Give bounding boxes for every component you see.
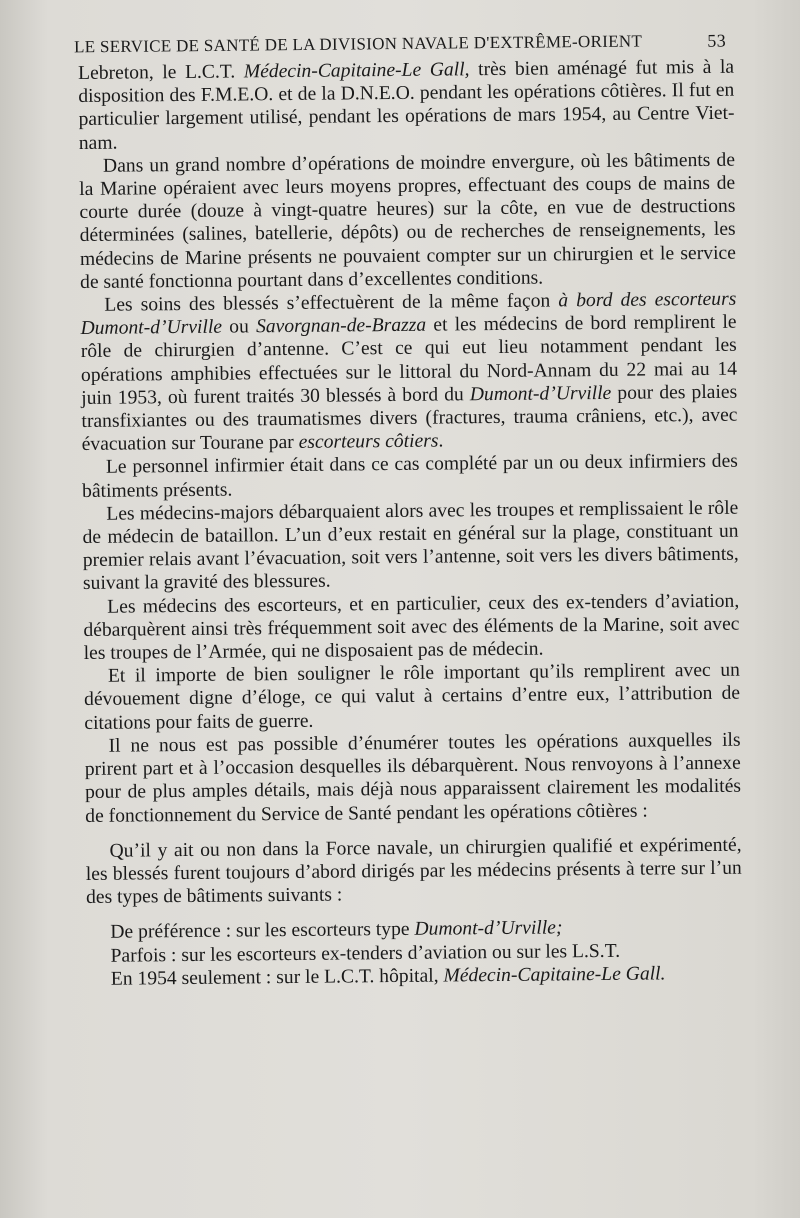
text-run: Lebreton, le L.C.T.: [78, 61, 244, 84]
italic-text: à bord des escorteurs Dumont-d’Urville: [80, 288, 737, 340]
text-run: En 1954 seulement : sur le L.C.T. hôpital,: [110, 965, 444, 990]
paragraph: [80, 288, 738, 457]
text-run: De préférence : sur les escorteurs type: [110, 919, 415, 944]
paragraph: [82, 450, 738, 503]
italic-text: Dumont-d’Urville;: [414, 917, 563, 941]
text-run: Dans un grand nombre d’opérations de moindre envergure, où les bâtiments de la Marine opéraient avec leurs moyens propres, effectuant des coups de mains de courte durée (douze à vingt-quatre heures) sur la côte, en vue de destructions déterminées (salines, batellerie, dépôts) ou de recherches de renseignements, les médecins de Marine présents ne pouvaient compter sur un chirurgien et le service de santé fonctionna pourtant dans d’excellentes conditions.: [79, 149, 736, 293]
text-run: Le personnel infirmier était dans ce cas complété par un ou deux infirmiers des bâtiments présents.: [82, 451, 738, 502]
paragraph: [83, 589, 740, 665]
text-run: .: [438, 430, 444, 452]
italic-text: escorteurs côtiers: [298, 430, 439, 454]
text-run: Qu’il y ait ou non dans la Force navale, un chirurgien qualifié et expérimenté, les blessés furent toujours d’abord dirigés par les médecins présents à terre sur l’un des types de bâtiments suivants :: [85, 834, 742, 909]
paragraph: [85, 833, 742, 909]
text-run: Les médecins-majors débarquaient alors avec les troupes et remplissaient le rôle de médecin de bataillon. L’un d’eux restait en général sur la plage, constituant un premier relais avant l’évacuation, soit vers l’antenne, soit vers les divers bâtiments, suivant la gravité des blessures.: [82, 497, 739, 595]
italic-text: Médecin-Capitaine-Le Gall,: [243, 59, 470, 83]
text-run: Les médecins des escorteurs, et en particulier, ceux des ex-tenders d’aviation, débarquèrent ainsi très fréquemment soit avec des éléments de la Marine, soit avec les troupes de l’Armée, qui ne disposaient pas de médecin.: [83, 590, 740, 665]
text-run: Les soins des blessés s’effectuèrent de la même façon: [104, 290, 559, 316]
paragraph: [79, 149, 736, 295]
running-header: [74, 31, 726, 59]
text-run: et les médecins de bord remplirent le rôle de chirurgien d’antenne. C’est ce qui eut lieu notamment pendant les opérations amphibies effectuées sur le littoral du Nord-Annam du 22 mai au 14 juin 1953, où furent traités 30 blessés à bord du: [80, 311, 738, 409]
text-run: très bien aménagé fut mis à la disposition des F.M.E.O. et de la D.N.E.O. pendant les opérations côtières. Il fut en particulier largement utilisé, pendant les opérations de mars 1954, au Centre Viet-nam.: [78, 56, 735, 154]
italic-text: Médecin-Capitaine-Le Gall.: [443, 963, 666, 987]
page-number: 53: [707, 30, 727, 51]
text-run: Il ne nous est pas possible d’énumérer toutes les opérations auxquelles ils prirent part et à l’occasion desquelles ils débarquèrent. Nous renvoyons à l’annexe pour de plus amples détails, mais déjà nous apparaissent clairement les modalités de fonctionnement du Service de Santé pendant les opérations côtières :: [84, 729, 742, 827]
text-run: ou: [221, 316, 257, 338]
paragraph: [84, 659, 741, 735]
paragraph: [84, 729, 741, 828]
italic-text: Dumont-d’Urville: [469, 382, 612, 406]
text-run: pour des plaies transfixiantes ou des traumatismes divers (fractures, trauma crâniens, etc.), avec évacuation sur Tourane par: [81, 381, 738, 456]
paragraph: [78, 56, 735, 155]
text-run: Et il importe de bien souligner le rôle important qu’ils remplirent avec un dévouement digne d’éloge, ce qui valut à certains d’entre eux, l’attribution de citations pour faits de guerre.: [84, 659, 741, 734]
running-header-title: LE SERVICE DE SANTÉ DE LA DIVISION NAVALE D'EXTRÊME-ORIENT: [73, 31, 643, 57]
italic-text: Savorgnan-de-Brazza: [255, 314, 427, 338]
paragraph: [82, 497, 739, 596]
text-run: Parfois : sur les escorteurs ex-tenders d’aviation ou sur les L.S.T.: [110, 940, 621, 967]
body-text: [78, 56, 743, 991]
